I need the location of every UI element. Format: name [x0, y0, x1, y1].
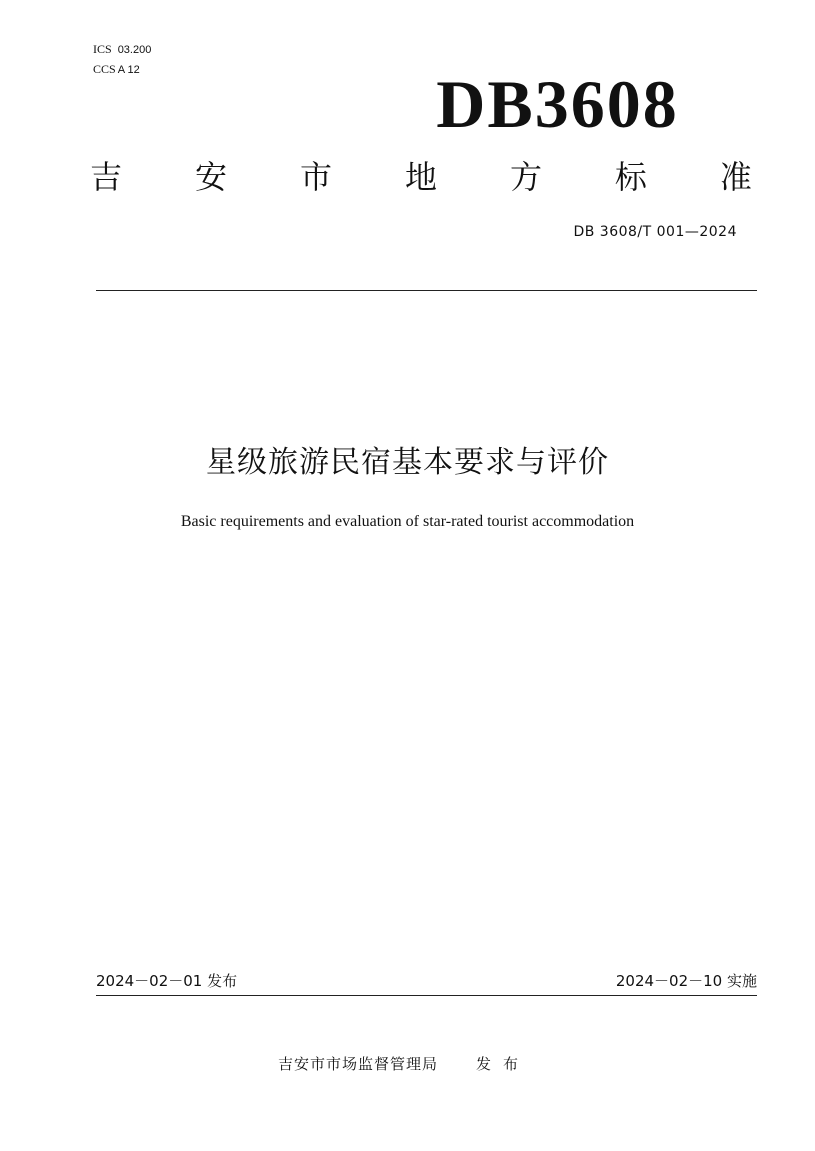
issue-date: 2024－02－01 发布 — [96, 972, 238, 990]
classification-codes — [93, 40, 151, 80]
standard-type-char: 准 — [719, 158, 752, 196]
ics-code: 03.200 — [117, 44, 152, 56]
document-title-english: Basic requirements and evaluation of star-rated tourist accommodation — [180, 513, 635, 530]
date-row — [96, 969, 757, 993]
standard-type-char: 标 — [614, 158, 647, 196]
header-divider — [96, 290, 757, 291]
standard-type-char: 市 — [299, 158, 332, 196]
standard-type-heading — [90, 155, 752, 199]
standard-type-char: 吉 — [90, 158, 123, 196]
standard-logo: DB3608 — [436, 66, 679, 142]
ccs-label: CCS — [93, 62, 116, 76]
implementation-date: 2024－02－10 实施 — [615, 972, 757, 990]
document-title-chinese: 星级旅游民宿基本要求与评价 — [206, 445, 609, 480]
ics-label: ICS — [93, 42, 112, 56]
standard-type-char: 地 — [404, 158, 437, 196]
publisher-action: 发布 — [476, 1055, 531, 1073]
standard-number: DB 3608/T 001—2024 — [573, 224, 737, 240]
standard-type-char: 安 — [194, 158, 227, 196]
ics-line — [93, 40, 151, 60]
footer-divider — [96, 995, 757, 996]
ccs-line — [93, 60, 151, 80]
ccs-code: A 12 — [117, 64, 140, 76]
publisher-line — [278, 1053, 530, 1075]
standard-type-char: 方 — [509, 158, 542, 196]
publisher-name: 吉安市市场监督管理局 — [278, 1055, 439, 1073]
